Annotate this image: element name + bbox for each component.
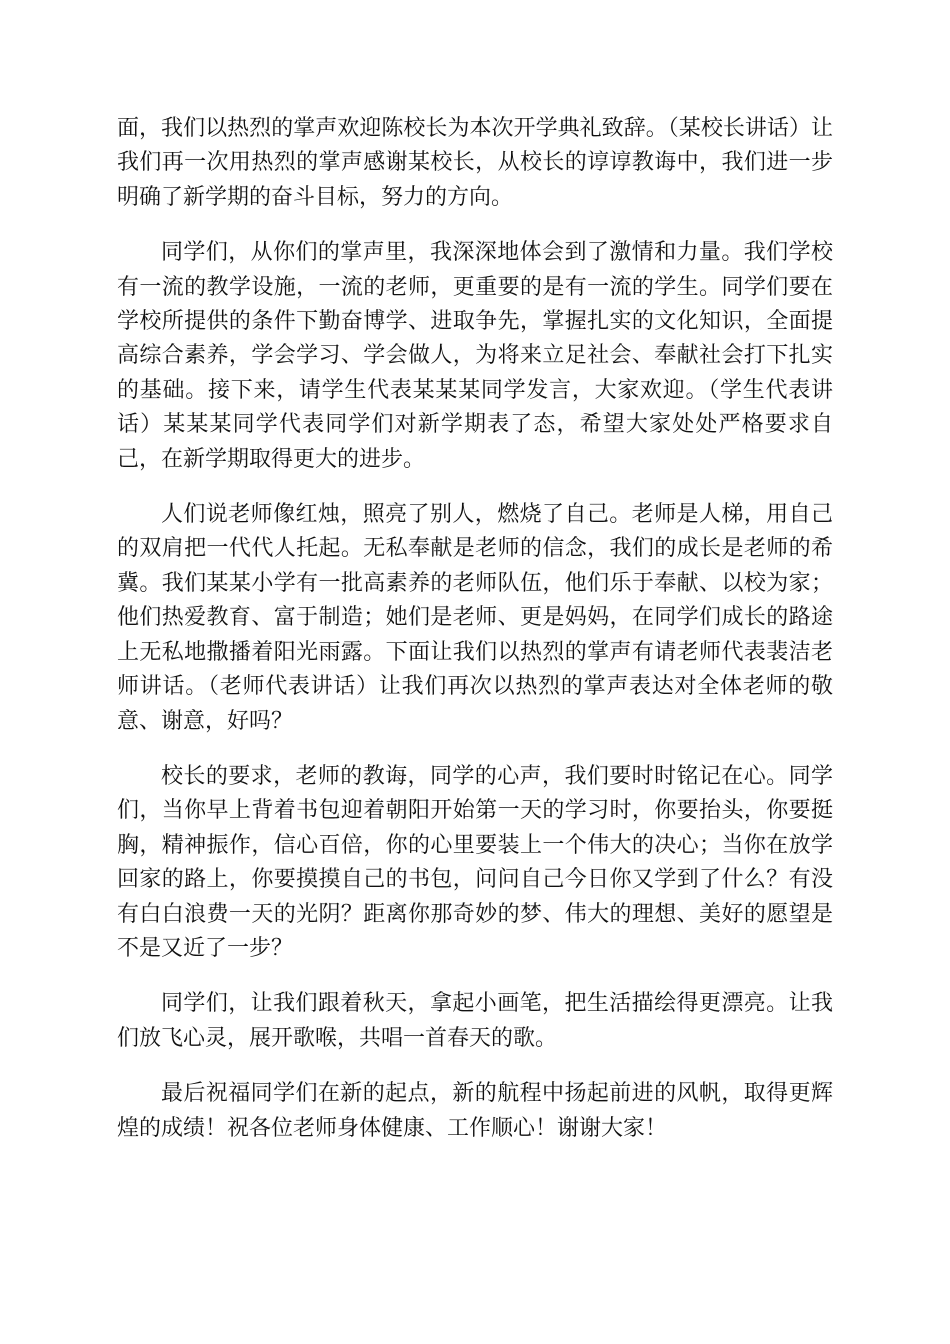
paragraph-5: 同学们，让我们跟着秋天，拿起小画笔，把生活描绘得更漂亮。让我们放飞心灵，展开歌喉，共唱一首春天的歌。 — [117, 991, 833, 1051]
paragraph-4: 校长的要求，老师的教诲，同学的心声，我们要时时铭记在心。同学们，当你早上背着书包迎着朝阳开始第一天的学习时，你要抬头，你要挺胸，精神振作，信心百倍，你的心里要装上一个伟大的决心；当你在放学回家的路上，你要摸摸自己的书包，问问自己今日你又学到了什么？有没有白白浪费一天的光阴？距离你那奇妙的梦、伟大的理想、美好的愿望是不是又近了一步？ — [117, 763, 833, 961]
paragraph-1: 面，我们以热烈的掌声欢迎陈校长为本次开学典礼致辞。（某校长讲话）让我们再一次用热烈的掌声感谢某校长，从校长的谆谆教诲中，我们进一步明确了新学期的奋斗目标，努力的方向。 — [117, 116, 833, 210]
document-body — [117, 112, 833, 1167]
paragraph-3: 人们说老师像红烛，照亮了别人，燃烧了自己。老师是人梯，用自己的双肩把一代代人托起。无私奉献是老师的信念，我们的成长是老师的希冀。我们某某小学有一批高素养的老师队伍，他们乐于奉献、以校为家；他们热爱教育、富于制造；她们是老师、更是妈妈，在同学们成长的路途上无私地撒播着阳光雨露。下面让我们以热烈的掌声有请老师代表裴洁老师讲话。（老师代表讲话）让我们再次以热烈的掌声表达对全体老师的敬意、谢意，好吗？ — [117, 502, 833, 734]
paragraph-2: 同学们，从你们的掌声里，我深深地体会到了激情和力量。我们学校有一流的教学设施，一流的老师，更重要的是有一流的学生。同学们要在学校所提供的条件下勤奋博学、进取争先，掌握扎实的文化知识，全面提高综合素养，学会学习、学会做人，为将来立足社会、奉献社会打下扎实的基础。接下来，请学生代表某某某同学发言，大家欢迎。（学生代表讲话）某某某同学代表同学们对新学期表了态，希望大家处处严格要求自己，在新学期取得更大的进步。 — [117, 240, 833, 472]
paragraph-6: 最后祝福同学们在新的起点，新的航程中扬起前进的风帆，取得更辉煌的成绩！祝各位老师身体健康、工作顺心！谢谢大家！ — [117, 1081, 833, 1141]
